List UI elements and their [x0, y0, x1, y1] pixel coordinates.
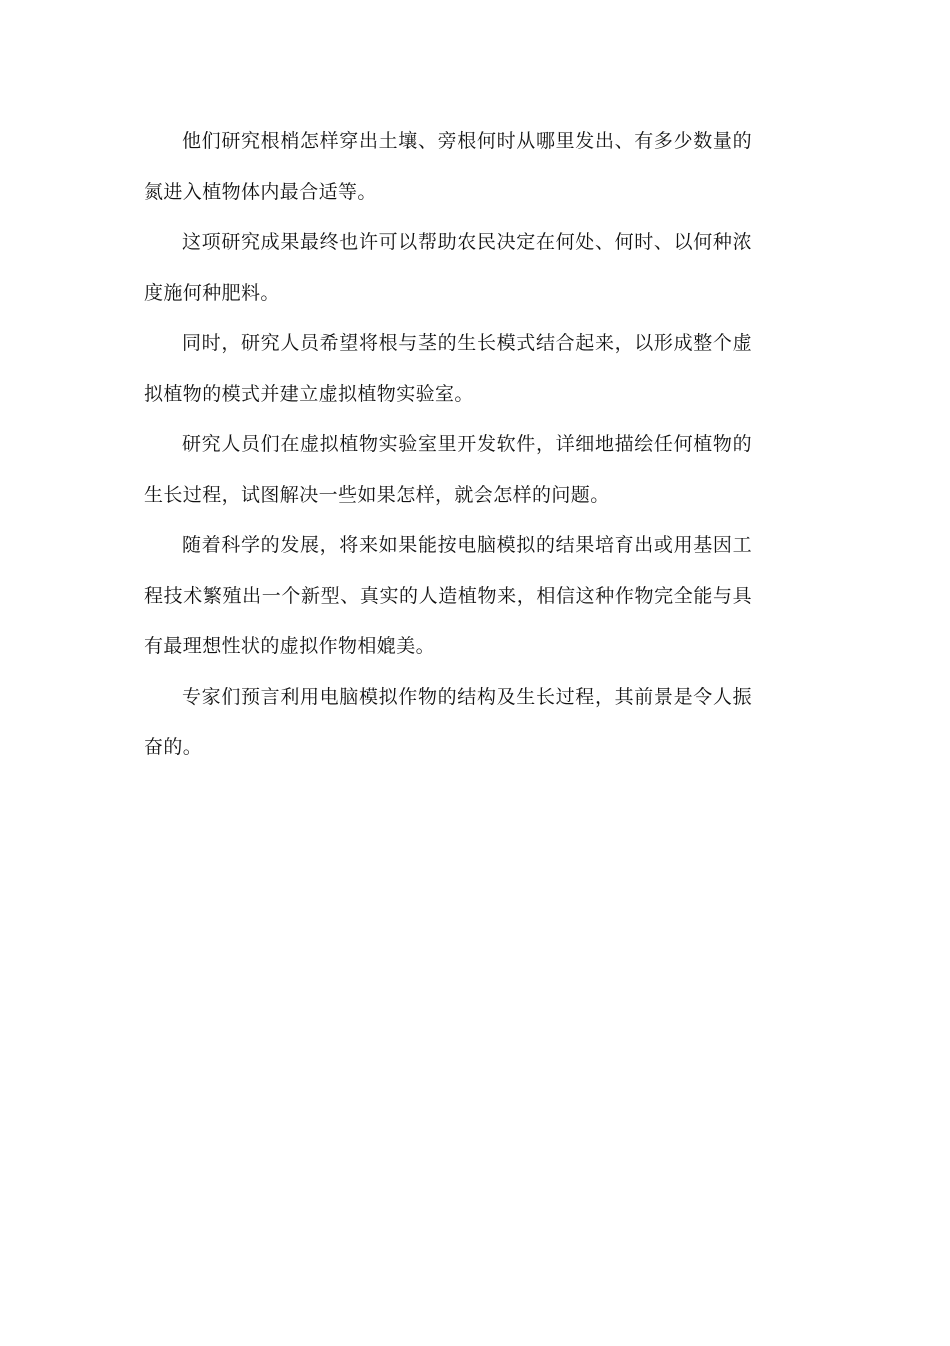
- paragraph-fertilizer-decision: 这项研究成果最终也许可以帮助农民决定在何处、何时、以何种浓度施何种肥料。: [144, 231, 752, 304]
- paragraph-virtual-lab: 同时，研究人员希望将根与茎的生长模式结合起来，以形成整个虚拟植物的模式并建立虚拟植物实验室。: [144, 332, 752, 405]
- paragraph-root-research: 他们研究根梢怎样穿出土壤、旁根何时从哪里发出、有多少数量的氮进入植物体内最合适等。: [144, 130, 752, 203]
- paragraph-software-development: 研究人员们在虚拟植物实验室里开发软件，详细地描绘任何植物的生长过程，试图解决一些如果怎样，就会怎样的问题。: [144, 433, 752, 506]
- document-body: [144, 116, 752, 773]
- paragraph-expert-prediction: 专家们预言利用电脑模拟作物的结构及生长过程，其前景是令人振奋的。: [144, 685, 752, 758]
- paragraph-future-breeding: 随着科学的发展，将来如果能按电脑模拟的结果培育出或用基因工程技术繁殖出一个新型、真实的人造植物来，相信这种作物完全能与具有最理想性状的虚拟作物相媲美。: [144, 534, 752, 657]
